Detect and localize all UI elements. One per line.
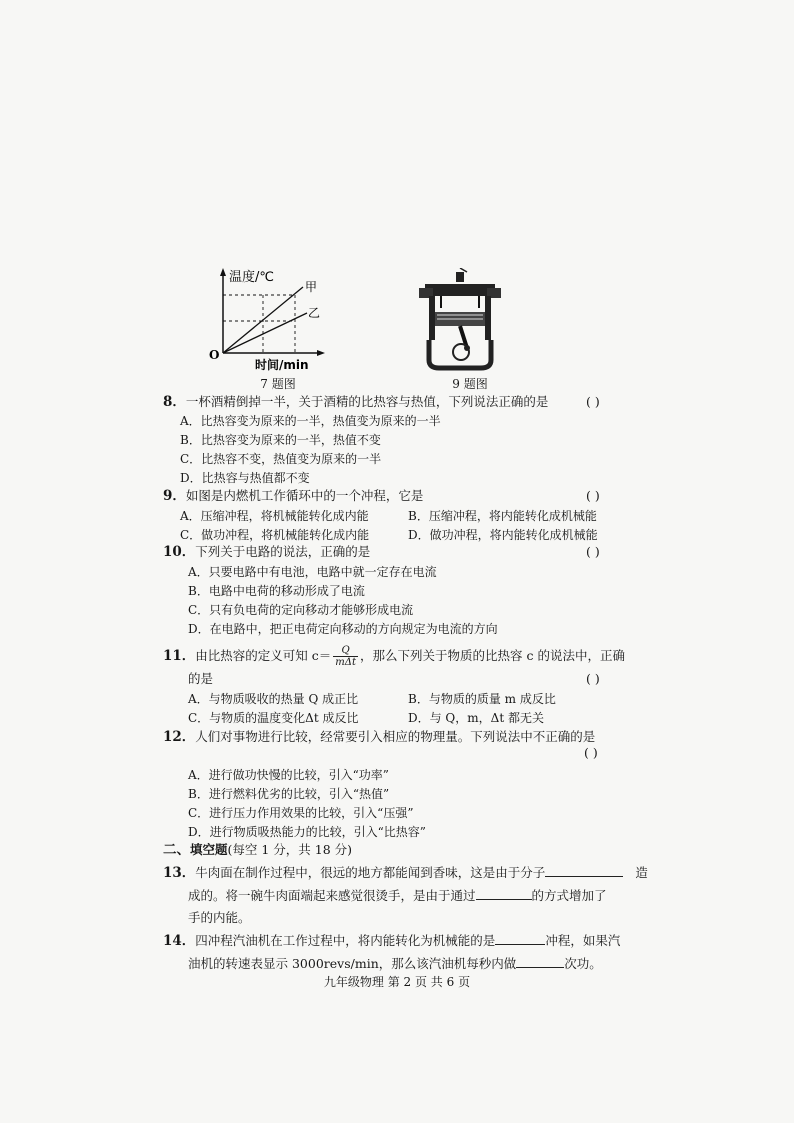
page-footer: 九年级物理 第 2 页 共 6 页	[323, 975, 471, 989]
q12-option-c: C．进行压力作用效果的比较，引入“压强”	[188, 806, 414, 820]
q14-blank-2[interactable]	[516, 954, 564, 968]
origin-label: O	[209, 348, 220, 362]
q12-option-b: B．进行燃料优劣的比较，引入“热值”	[188, 787, 390, 801]
q11-stem-line2: 的是	[188, 671, 214, 686]
q9-text: 如图是内燃机工作循环中的一个冲程，它是	[185, 488, 424, 503]
q13-blank-2[interactable]	[476, 886, 532, 900]
q12-stem	[163, 727, 595, 747]
engine-cylinder-icon	[415, 268, 505, 372]
q11-option-b: B．与物质的质量 m 成反比	[408, 692, 556, 706]
q8-option-b: B．比热容变为原来的一半，热值不变	[180, 433, 381, 447]
q11-option-d: D．与 Q，m，Δt 都无关	[408, 711, 544, 725]
line-yi-label: 乙	[308, 306, 321, 320]
q8-stem	[163, 392, 548, 412]
q12-number: 12．	[163, 729, 196, 745]
figure-9-caption: 9 题图	[452, 377, 488, 391]
q8-answer-paren: ( )	[586, 394, 600, 409]
q11-stem	[163, 642, 625, 670]
q10-option-d: D．在电路中，把正电荷定向移动的方向规定为电流的方向	[188, 622, 498, 636]
q13-text2: 成的。将一碗牛肉面端起来感觉很烫手，是由于通过	[188, 888, 476, 903]
q10-option-b: B．电路中电荷的移动形成了电流	[188, 584, 365, 598]
q9-option-a: A．压缩冲程，将机械能转化成内能	[180, 509, 369, 523]
q14-text1-end: 冲程，如果汽	[545, 933, 621, 948]
section-2-note: (每空 1 分，共 18 分)	[227, 842, 353, 857]
q9-number: 9．	[163, 488, 186, 504]
q8-option-a: A．比热容变为原来的一半，热值变为原来的一半	[180, 414, 441, 428]
q12-option-a: A．进行做功快慢的比较，引入“功率”	[188, 768, 389, 782]
q13-line1	[163, 862, 648, 884]
q13-number: 13．	[163, 865, 196, 881]
q11-option-a: A．与物质吸收的热量 Q 成正比	[188, 692, 359, 706]
line-jia-label: 甲	[305, 280, 318, 294]
section-2-title: 填空题	[190, 842, 228, 857]
q12-option-d: D．进行物质吸热能力的比较，引入“比热容”	[188, 825, 426, 839]
x-axis-arrow-icon	[317, 350, 325, 356]
q11-text-before: 由比热容的定义可知 c＝	[195, 648, 332, 663]
q11-fraction-denominator: mΔt	[335, 657, 357, 668]
q14-text1: 四冲程汽油机在工作过程中，将内能转化为机械能的是	[195, 933, 496, 948]
q13-text1-end: 造	[635, 865, 648, 880]
q10-number: 10．	[163, 544, 196, 560]
y-axis-label: 温度/℃	[229, 270, 274, 285]
q14-text2: 油机的转速表显示 3000revs/min，那么该汽油机每秒内做	[188, 956, 517, 971]
q14-blank-1[interactable]	[495, 931, 545, 945]
figure-9-engine	[415, 268, 505, 372]
section-2-number: 二、	[163, 842, 190, 858]
q14-line1	[163, 930, 620, 952]
q11-fraction-numerator: Q	[333, 645, 358, 657]
q9-answer-paren: ( )	[586, 488, 600, 503]
q10-option-c: C．只有负电荷的定向移动才能够形成电流	[188, 603, 414, 617]
q13-line3: 手的内能。	[188, 910, 251, 925]
q8-option-d: D．比热容与热值都不变	[180, 471, 310, 485]
q11-option-c: C．与物质的温度变化Δt 成反比	[188, 711, 359, 725]
q10-option-a: A．只要电路中有电池，电路中就一定存在电流	[188, 565, 437, 579]
q10-answer-paren: ( )	[586, 544, 600, 559]
x-axis-label: 时间/min	[255, 358, 309, 372]
q8-option-c: C．比热容不变，热值变为原来的一半	[180, 452, 382, 466]
q11-number: 11．	[163, 648, 196, 664]
section-2-header	[163, 840, 352, 860]
q9-stem	[163, 486, 423, 506]
figure-7-graph	[195, 265, 335, 375]
q9-option-d: D．做功冲程，将内能转化成机械能	[408, 528, 598, 542]
q11-formula-fraction	[333, 645, 358, 668]
q13-blank-1[interactable]	[545, 863, 623, 877]
q11-text-after: ，那么下列关于物质的比热容 c 的说法中，正确	[360, 648, 625, 663]
q9-option-b: B．压缩冲程，将内能转化成机械能	[408, 509, 597, 523]
q14-text2-end: 次功。	[564, 956, 602, 971]
q13-text1: 牛肉面在制作过程中，很远的地方都能闻到香味，这是由于分子	[195, 865, 546, 880]
q8-text: 一杯酒精倒掉一半，关于酒精的比热容与热值，下列说法正确的是	[185, 394, 549, 409]
q12-text: 人们对事物进行比较，经常要引入相应的物理量。下列说法中不正确的是	[195, 729, 596, 744]
q10-stem	[163, 542, 370, 562]
y-axis-arrow-icon	[220, 268, 226, 276]
q14-line2	[188, 953, 602, 975]
q14-number: 14．	[163, 933, 196, 949]
q13-text2-end: 的方式增加了	[531, 888, 607, 903]
q12-answer-paren: ( )	[584, 745, 598, 760]
temperature-time-graph	[195, 265, 335, 375]
q10-text: 下列关于电路的说法，正确的是	[195, 544, 371, 559]
q9-option-c: C．做功冲程，将机械能转化成内能	[180, 528, 370, 542]
q11-answer-paren: ( )	[586, 671, 600, 686]
figure-7-caption: 7 题图	[260, 377, 296, 391]
q13-line2	[188, 885, 607, 907]
q8-number: 8．	[163, 394, 186, 410]
